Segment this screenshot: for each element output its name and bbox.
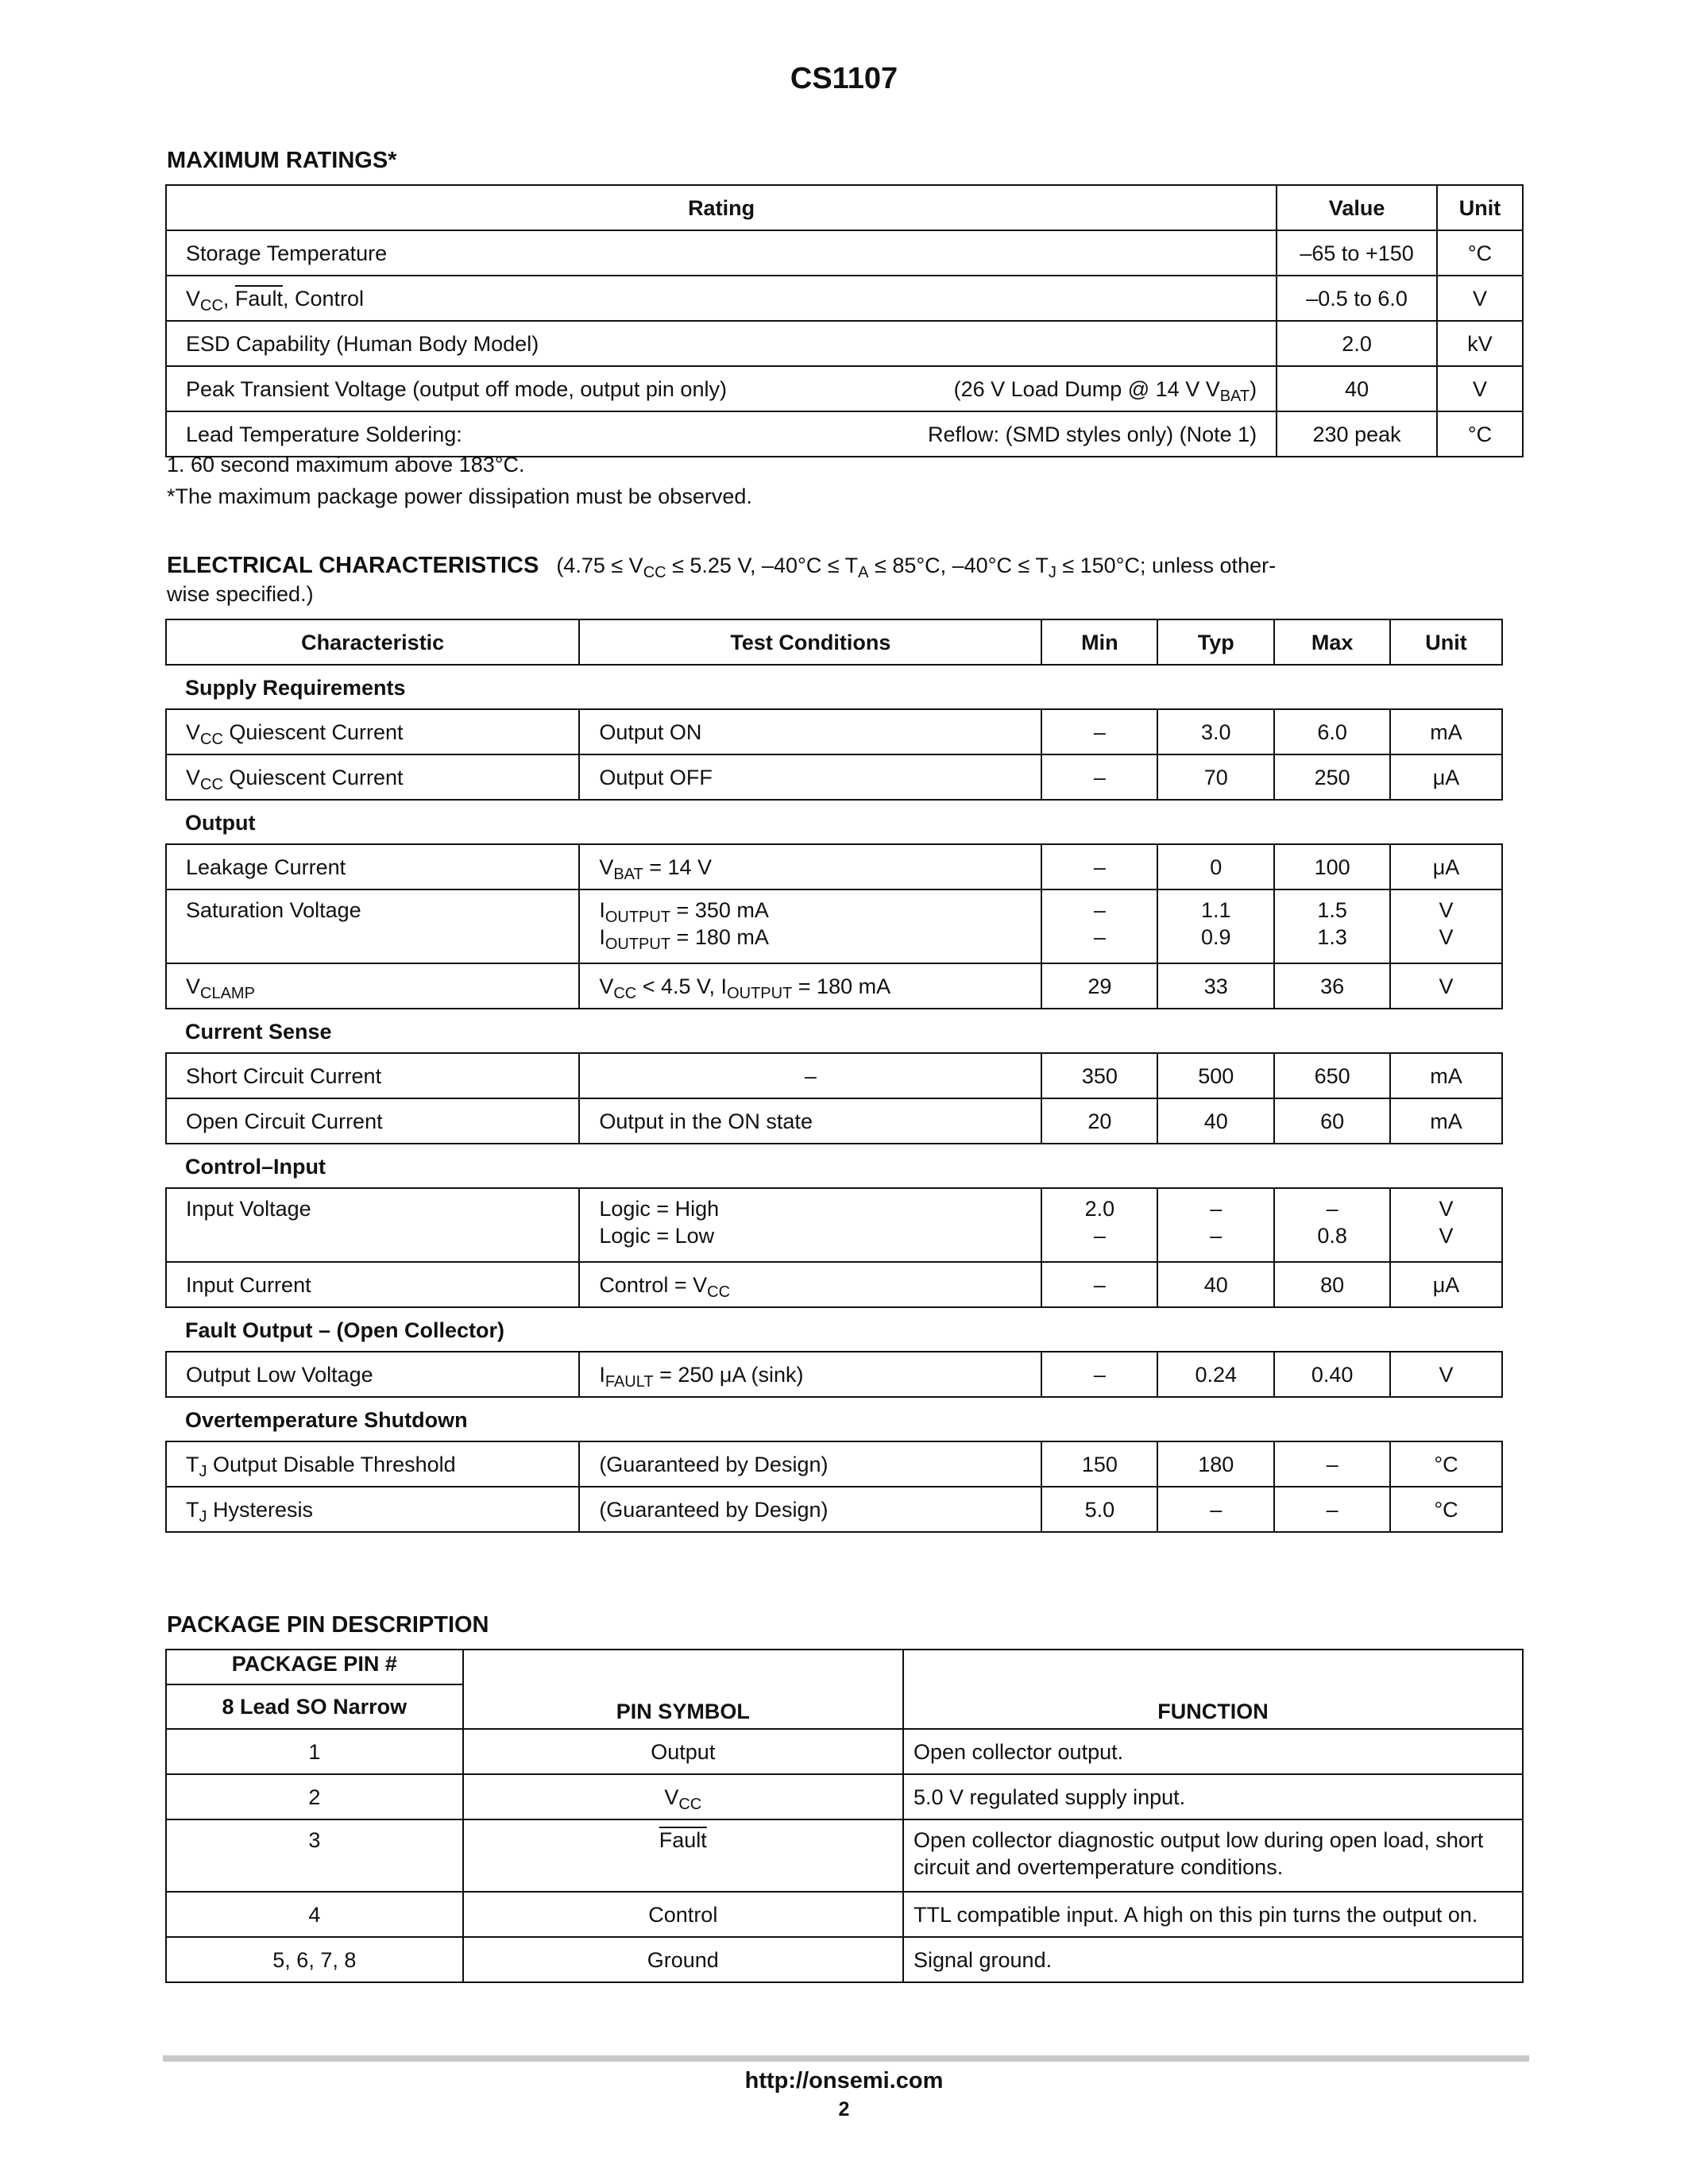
- text: –: [1093, 925, 1106, 949]
- unit: °C: [1390, 1487, 1502, 1532]
- table-row: [166, 1892, 1523, 1937]
- min: –: [1041, 1352, 1157, 1397]
- test-conditions: Output OFF: [579, 754, 1041, 800]
- text: Quiescent Current: [222, 720, 404, 744]
- test-conditions: [579, 844, 1041, 889]
- subscript: J: [199, 1462, 207, 1480]
- table-row: [166, 366, 1523, 411]
- table-row: [166, 1819, 1523, 1892]
- table-row: [166, 1352, 1502, 1397]
- unit: mA: [1390, 709, 1502, 754]
- col-header: Rating: [166, 185, 1277, 230]
- table-row: [166, 1441, 1502, 1487]
- text: –: [1326, 1197, 1338, 1221]
- unit: V: [1390, 963, 1502, 1009]
- text: Lead Temperature Soldering:: [186, 422, 462, 446]
- text: V: [664, 1785, 679, 1809]
- subscript: A: [858, 564, 869, 581]
- table-row: [166, 1937, 1523, 1982]
- col-header: Max: [1274, 619, 1390, 665]
- characteristic: Input Voltage: [166, 1188, 579, 1262]
- rating-label: [166, 366, 1277, 411]
- text: ,: [222, 286, 235, 311]
- unit: mA: [1390, 1053, 1502, 1098]
- rating-label: [166, 276, 1277, 321]
- group-title: Supply Requirements: [185, 676, 406, 700]
- characteristic: [166, 709, 579, 754]
- text: (4.75 ≤ V: [556, 554, 643, 577]
- table-row: [166, 1774, 1523, 1819]
- table-row: [166, 1262, 1502, 1307]
- text: Output Disable Threshold: [207, 1452, 456, 1476]
- footnote: *The maximum package power dissipation must be observed.: [167, 484, 752, 508]
- typ: 0: [1157, 844, 1274, 889]
- text: V: [599, 855, 614, 879]
- text: = 14 V: [643, 855, 713, 879]
- text: –: [1093, 1224, 1106, 1248]
- pin-function: TTL compatible input. A high on this pin turns the output on.: [903, 1892, 1523, 1937]
- max: –: [1274, 1441, 1390, 1487]
- subscript: OUTPUT: [605, 909, 671, 926]
- pin-number: 2: [166, 1774, 463, 1819]
- pin-function: 5.0 V regulated supply input.: [903, 1774, 1523, 1819]
- max: 0.40: [1274, 1352, 1390, 1397]
- text: Hysteresis: [207, 1497, 314, 1522]
- text: 0.8: [1317, 1224, 1347, 1248]
- min: –: [1041, 1262, 1157, 1307]
- test-conditions: [579, 1188, 1041, 1262]
- text: , Control: [282, 286, 364, 311]
- subscript: OUTPUT: [727, 984, 793, 1002]
- max: –: [1274, 1487, 1390, 1532]
- pin-function: Signal ground.: [903, 1937, 1523, 1982]
- footnote: 1. 60 second maximum above 183°C.: [167, 453, 525, 477]
- typ: 0.24: [1157, 1352, 1274, 1397]
- subscript: CC: [643, 564, 666, 581]
- unit: [1390, 1188, 1502, 1262]
- rating-value: 230 peak: [1277, 411, 1437, 457]
- text: –: [1210, 1197, 1223, 1221]
- text: V: [186, 720, 201, 744]
- group-title: Overtemperature Shutdown: [185, 1408, 468, 1432]
- typ: [1157, 889, 1274, 963]
- rating-unit: °C: [1437, 230, 1523, 276]
- table-row: [166, 1188, 1502, 1262]
- text: Logic = Low: [599, 1224, 715, 1248]
- text: V: [186, 286, 201, 311]
- characteristic: Saturation Voltage: [166, 889, 579, 963]
- group-row: [166, 1144, 1502, 1188]
- text: = 180 mA: [792, 974, 891, 998]
- col-header: Min: [1041, 619, 1157, 665]
- subscript: BAT: [613, 865, 643, 883]
- table-row: [166, 1053, 1502, 1098]
- table-header-row: [166, 185, 1523, 230]
- group-title: Current Sense: [185, 1020, 332, 1044]
- min: [1041, 889, 1157, 963]
- text: 1.1: [1200, 898, 1231, 922]
- subscript: CC: [200, 730, 223, 748]
- group-row: [166, 1397, 1502, 1441]
- max-ratings-table: [165, 184, 1524, 457]
- test-conditions: [579, 1262, 1041, 1307]
- col-header: Typ: [1157, 619, 1274, 665]
- table-row: [166, 844, 1502, 889]
- pin-number: 5, 6, 7, 8: [166, 1937, 463, 1982]
- table-row: [166, 1487, 1502, 1532]
- test-conditions: –: [579, 1053, 1041, 1098]
- page-number: 2: [838, 2098, 850, 2120]
- text: = 180 mA: [670, 925, 769, 949]
- max: [1274, 889, 1390, 963]
- unit: mA: [1390, 1098, 1502, 1144]
- typ: 3.0: [1157, 709, 1274, 754]
- text: I: [599, 925, 605, 949]
- rating-label: ESD Capability (Human Body Model): [166, 321, 1277, 366]
- text: = 350 mA: [670, 898, 769, 922]
- col-header: Value: [1277, 185, 1437, 230]
- text: 1.5: [1317, 898, 1347, 922]
- characteristic: Open Circuit Current: [166, 1098, 579, 1144]
- table-row: [166, 963, 1502, 1009]
- characteristic: [166, 754, 579, 800]
- text: (26 V Load Dump @ 14 V V: [953, 376, 1220, 401]
- table-row: [166, 709, 1502, 754]
- characteristic: Short Circuit Current: [166, 1053, 579, 1098]
- elec-table: [165, 619, 1503, 1533]
- test-conditions: Output ON: [579, 709, 1041, 754]
- subscript: FAULT: [605, 1372, 654, 1391]
- typ: –: [1157, 1487, 1274, 1532]
- min: 150: [1041, 1441, 1157, 1487]
- text: 2.0: [1084, 1197, 1115, 1221]
- text: wise specified.): [167, 582, 314, 606]
- col-header: Test Conditions: [579, 619, 1041, 665]
- min: 350: [1041, 1053, 1157, 1098]
- min: 29: [1041, 963, 1157, 1009]
- group-title: Fault Output – (Open Collector): [185, 1318, 504, 1342]
- text: Logic = High: [599, 1197, 720, 1221]
- table-row: [166, 1729, 1523, 1774]
- text: 1.3: [1317, 925, 1347, 949]
- min: 5.0: [1041, 1487, 1157, 1532]
- table-row: [166, 411, 1523, 457]
- pin-symbol: [463, 1774, 903, 1819]
- col-header: PIN SYMBOL: [463, 1650, 903, 1729]
- col-header: PACKAGE PIN #: [166, 1650, 463, 1684]
- text: I: [599, 898, 605, 922]
- max: 60: [1274, 1098, 1390, 1144]
- unit: °C: [1390, 1441, 1502, 1487]
- max: 650: [1274, 1053, 1390, 1098]
- max: 100: [1274, 844, 1390, 889]
- subscript: J: [199, 1507, 207, 1526]
- pin-symbol: Ground: [463, 1937, 903, 1982]
- unit: μA: [1390, 754, 1502, 800]
- text: circuit and overtemperature conditions.: [913, 1855, 1284, 1879]
- col-header: FUNCTION: [903, 1650, 1523, 1729]
- text: V: [186, 974, 201, 998]
- table-row: [166, 1098, 1502, 1144]
- group-row: [166, 1307, 1502, 1352]
- characteristic: [166, 1487, 579, 1532]
- text: = 250 μA (sink): [653, 1362, 804, 1387]
- text: T: [186, 1497, 199, 1522]
- subscript: J: [1048, 564, 1056, 581]
- pins-heading: PACKAGE PIN DESCRIPTION: [167, 1612, 489, 1638]
- text: V: [1439, 898, 1454, 922]
- unit: μA: [1390, 844, 1502, 889]
- rating-unit: V: [1437, 276, 1523, 321]
- subscript: CLAMP: [200, 984, 255, 1002]
- pin-symbol: Control: [463, 1892, 903, 1937]
- min: [1041, 1188, 1157, 1262]
- text: T: [186, 1452, 199, 1476]
- text: Open collector diagnostic output low during open load, short: [913, 1828, 1484, 1852]
- col-header: Unit: [1390, 619, 1502, 665]
- pin-number: 3: [166, 1819, 463, 1892]
- table-row: [166, 754, 1502, 800]
- rating-unit: kV: [1437, 321, 1523, 366]
- rating-unit: °C: [1437, 411, 1523, 457]
- text: ≤ 85°C, –40°C ≤ T: [868, 554, 1049, 577]
- max: 80: [1274, 1262, 1390, 1307]
- group-title: Control–Input: [185, 1155, 326, 1179]
- table-header-row: [166, 1650, 1523, 1684]
- min: 20: [1041, 1098, 1157, 1144]
- typ: 40: [1157, 1262, 1274, 1307]
- table-row: [166, 276, 1523, 321]
- text: ≤ 5.25 V, –40°C ≤ T: [666, 554, 859, 577]
- subscript: CC: [200, 296, 223, 314]
- test-conditions: Output in the ON state: [579, 1098, 1041, 1144]
- group-row: [166, 665, 1502, 709]
- text: –: [1210, 1224, 1223, 1248]
- subscript: CC: [200, 775, 223, 793]
- text: Peak Transient Voltage (output off mode, output pin only): [186, 376, 727, 401]
- text: V: [1439, 1224, 1454, 1248]
- table-row: [166, 321, 1523, 366]
- characteristic: [166, 1441, 579, 1487]
- rating-value: –65 to +150: [1277, 230, 1437, 276]
- text: < 4.5 V, I: [636, 974, 728, 998]
- pins-table: [165, 1649, 1524, 1983]
- footer-url[interactable]: http://onsemi.com: [744, 2068, 944, 2093]
- elec-heading: ELECTRICAL CHARACTERISTICS: [167, 553, 539, 578]
- text: V: [599, 974, 614, 998]
- max-ratings-heading: MAXIMUM RATINGS*: [167, 148, 397, 173]
- characteristic: Leakage Current: [166, 844, 579, 889]
- text: I: [599, 1362, 605, 1387]
- test-conditions: (Guaranteed by Design): [579, 1441, 1041, 1487]
- table-header-row: [166, 619, 1502, 665]
- rating-value: 40: [1277, 366, 1437, 411]
- table-row: [166, 230, 1523, 276]
- min: –: [1041, 844, 1157, 889]
- characteristic: Output Low Voltage: [166, 1352, 579, 1397]
- text: V: [186, 765, 201, 789]
- rating-label: Storage Temperature: [166, 230, 1277, 276]
- test-conditions: [579, 1352, 1041, 1397]
- text: ): [1250, 376, 1257, 401]
- typ: 180: [1157, 1441, 1274, 1487]
- group-row: [166, 1009, 1502, 1053]
- elec-conditions: [167, 551, 1358, 608]
- typ: [1157, 1188, 1274, 1262]
- pin-number: 1: [166, 1729, 463, 1774]
- col-header: Characteristic: [166, 619, 579, 665]
- min: –: [1041, 754, 1157, 800]
- group-row: [166, 800, 1502, 844]
- pin-symbol: Output: [463, 1729, 903, 1774]
- text: V: [1439, 1197, 1454, 1221]
- rating-label: [166, 411, 1277, 457]
- fault-overline: Fault: [234, 286, 283, 311]
- subscript: CC: [613, 984, 637, 1002]
- group-title: Output: [185, 811, 256, 835]
- pin-number: 4: [166, 1892, 463, 1937]
- pin-function: [903, 1819, 1523, 1892]
- typ: 500: [1157, 1053, 1274, 1098]
- text: 0.9: [1200, 925, 1231, 949]
- max: [1274, 1188, 1390, 1262]
- rating-value: 2.0: [1277, 321, 1437, 366]
- max: 250: [1274, 754, 1390, 800]
- typ: 70: [1157, 754, 1274, 800]
- unit: V: [1390, 1352, 1502, 1397]
- characteristic: Input Current: [166, 1262, 579, 1307]
- col-header: Unit: [1437, 185, 1523, 230]
- unit: μA: [1390, 1262, 1502, 1307]
- text: Quiescent Current: [222, 765, 404, 789]
- footer-divider: [163, 2055, 1529, 2062]
- subscript: BAT: [1219, 387, 1250, 405]
- subscript: CC: [678, 1795, 702, 1813]
- rating-unit: V: [1437, 366, 1523, 411]
- text: –: [1093, 898, 1106, 922]
- rating-condition: [954, 376, 1257, 403]
- characteristic: [166, 963, 579, 1009]
- text: V: [1439, 925, 1454, 949]
- pin-function: Open collector output.: [903, 1729, 1523, 1774]
- typ: 33: [1157, 963, 1274, 1009]
- subscript: CC: [707, 1283, 731, 1301]
- table-row: [166, 889, 1502, 963]
- col-header: 8 Lead SO Narrow: [166, 1684, 463, 1729]
- fault-overline: Fault: [659, 1828, 707, 1852]
- test-conditions: (Guaranteed by Design): [579, 1487, 1041, 1532]
- typ: 40: [1157, 1098, 1274, 1144]
- max: 6.0: [1274, 709, 1390, 754]
- rating-value: –0.5 to 6.0: [1277, 276, 1437, 321]
- text: Control = V: [599, 1272, 708, 1297]
- test-conditions: [579, 963, 1041, 1009]
- test-conditions: [579, 889, 1041, 963]
- unit: [1390, 889, 1502, 963]
- max: 36: [1274, 963, 1390, 1009]
- page-title: CS1107: [790, 62, 898, 95]
- rating-condition: Reflow: (SMD styles only) (Note 1): [928, 422, 1257, 446]
- subscript: OUTPUT: [605, 936, 671, 953]
- text: ≤ 150°C; unless other-: [1056, 554, 1277, 577]
- min: –: [1041, 709, 1157, 754]
- pin-symbol: [463, 1819, 903, 1892]
